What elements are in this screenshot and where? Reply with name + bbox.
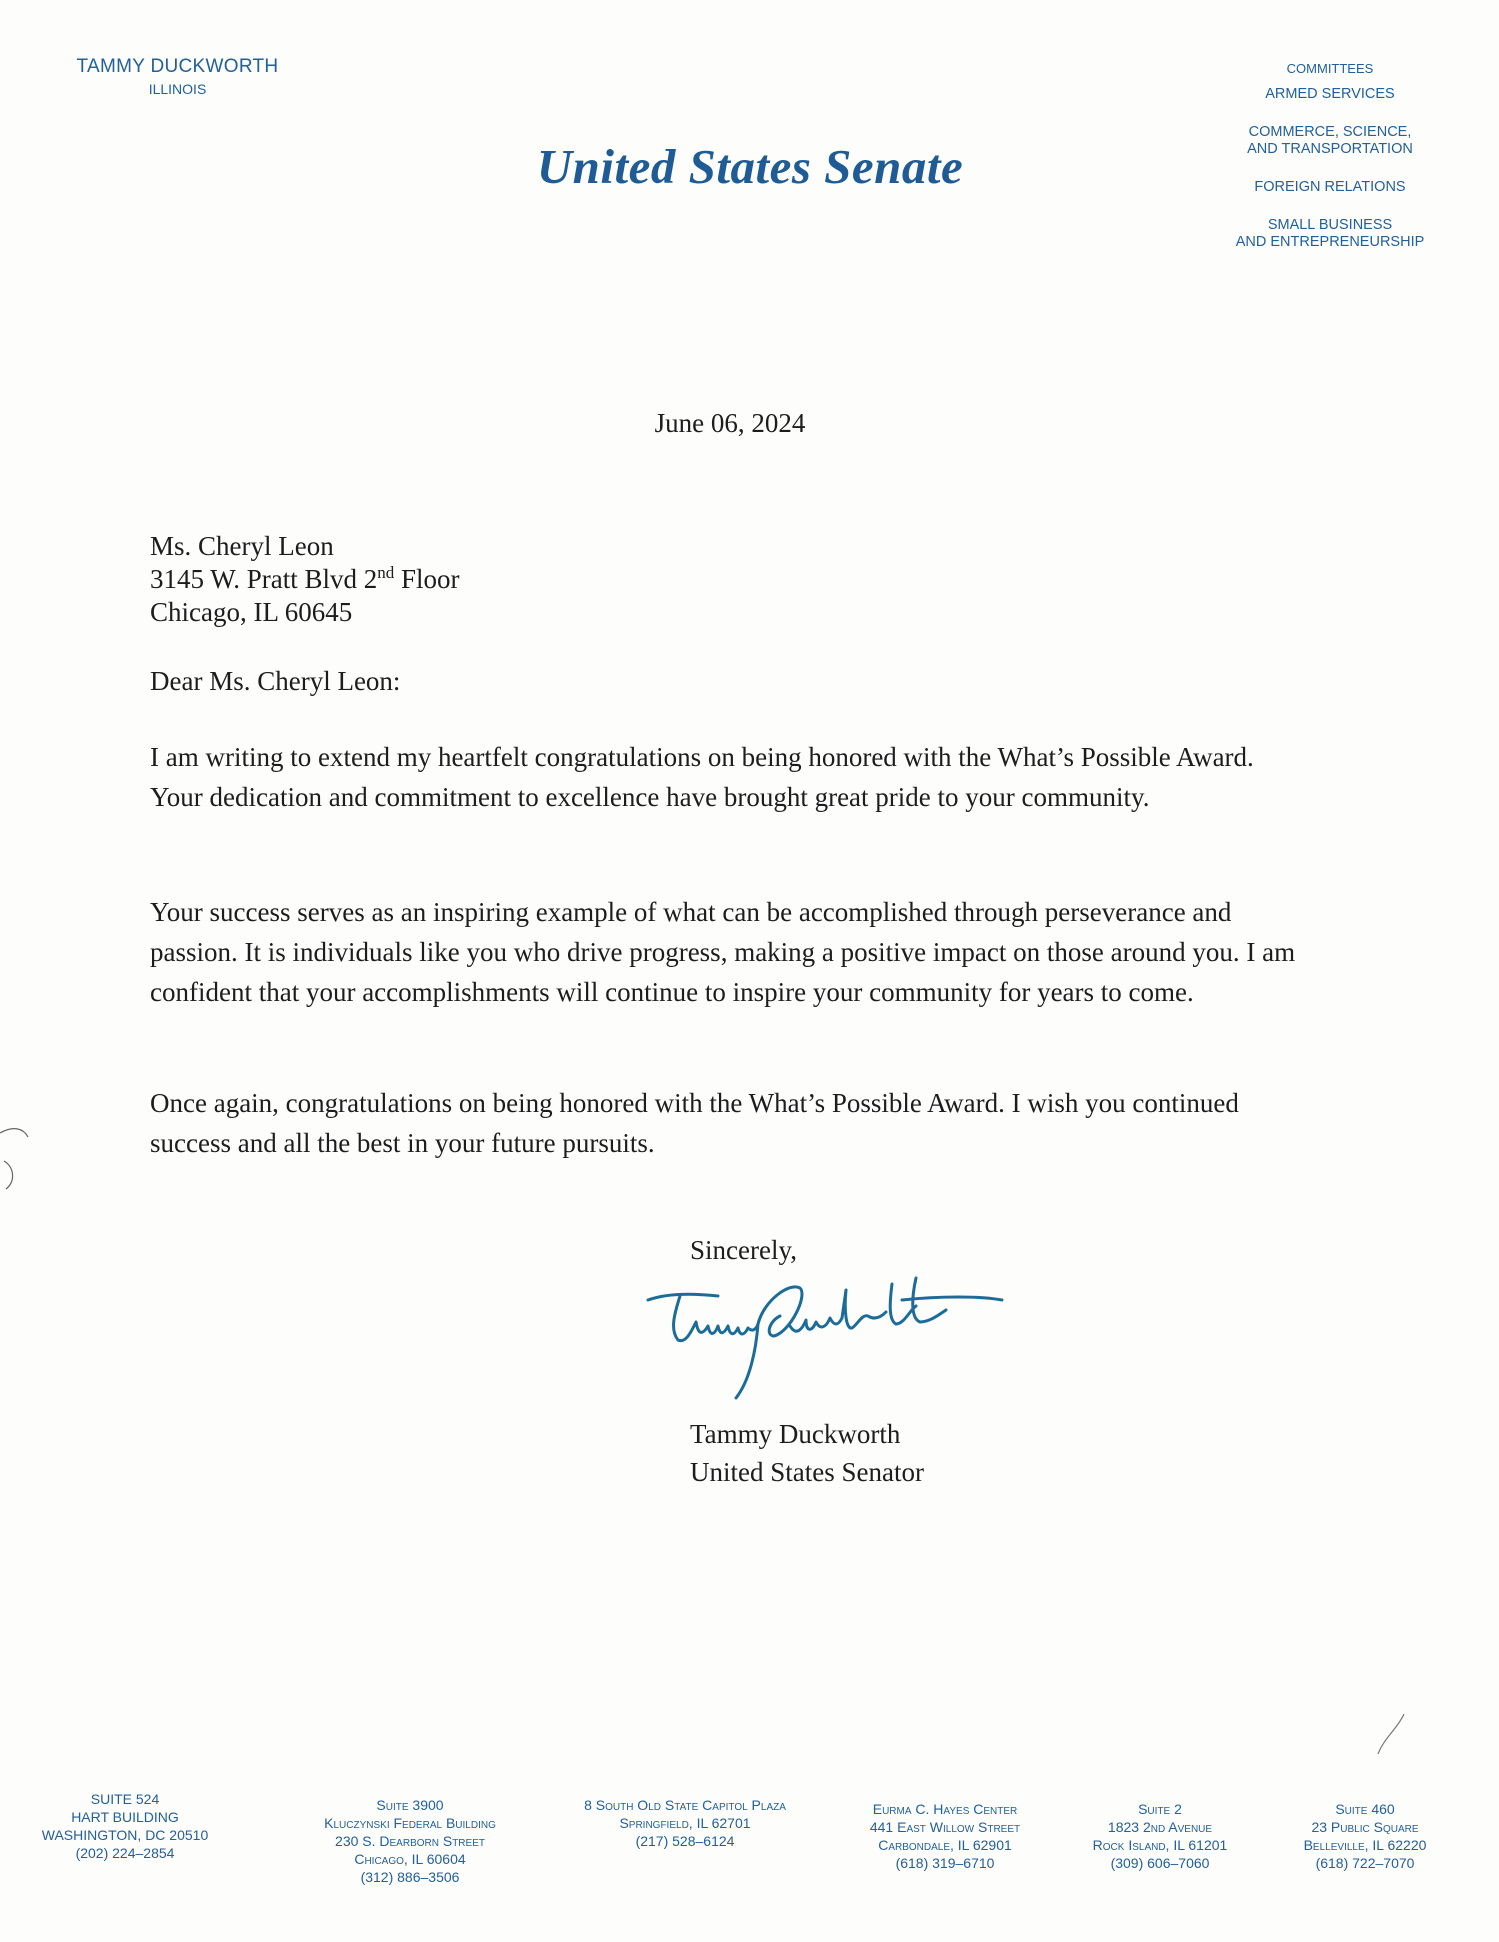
office-line: Belleville, IL 62220 [1303, 1837, 1427, 1853]
committee-line: ARMED SERVICES [1265, 86, 1395, 102]
letter-date: June 06, 2024 [654, 408, 806, 438]
office-line: Suite 3900 [376, 1797, 444, 1813]
office-line: 23 Public Square [1311, 1819, 1419, 1835]
office-line: 230 S. Dearborn Street [335, 1833, 485, 1849]
address-street-floor: Floor [394, 564, 460, 594]
office-line: Carbondale, IL 62901 [878, 1837, 1012, 1853]
office-line: Kluczynski Federal Building [324, 1815, 496, 1831]
office-line: HART BUILDING [71, 1809, 179, 1825]
committee-item [1200, 86, 1460, 103]
committee-line: SMALL BUSINESS [1267, 217, 1393, 233]
committee-item [1200, 124, 1460, 158]
office-line: Suite 2 [1138, 1801, 1182, 1817]
committee-line: COMMERCE, SCIENCE, [1248, 124, 1412, 140]
committee-line: FOREIGN RELATIONS [1254, 179, 1406, 195]
office-line: (618) 319–6710 [895, 1855, 995, 1871]
sender-name: TAMMY DUCKWORTH [76, 56, 279, 77]
committee-line: AND ENTREPRENEURSHIP [1235, 234, 1425, 250]
office-line: WASHINGTON, DC 20510 [41, 1827, 209, 1843]
sender-state: ILLINOIS [148, 81, 207, 97]
office-line: 1823 2nd Avenue [1107, 1819, 1213, 1835]
body-paragraph-2: Your success serves as an inspiring example of what can be accomplished through perseverance and passion. It is individuals like you who drive progress, making a positive impact on those around you. I am confident that your accomplishments will continue to inspire your community for years to come. [150, 897, 1296, 1007]
office-springfield [545, 1796, 825, 1850]
office-line: Eurma C. Hayes Center [872, 1801, 1018, 1817]
committee-line: AND TRANSPORTATION [1247, 141, 1413, 157]
office-chicago [295, 1796, 525, 1886]
committee-item [1200, 179, 1460, 196]
address-city: Chicago, IL 60645 [150, 597, 353, 627]
office-line: SUITE 524 [90, 1791, 160, 1807]
committees-header: COMMITTEES [1286, 61, 1374, 76]
office-line: (618) 722–7070 [1315, 1855, 1415, 1871]
closing: Sincerely, [690, 1235, 797, 1265]
salutation: Dear Ms. Cheryl Leon: [150, 666, 401, 696]
committees-block [1200, 60, 1460, 272]
office-rock-island [1065, 1800, 1255, 1872]
scan-mark-left [0, 1115, 40, 1195]
signer-title: United States Senator [690, 1457, 924, 1487]
address-street-ordinal: nd [377, 563, 395, 582]
office-line: Rock Island, IL 61201 [1092, 1837, 1228, 1853]
recipient-name: Ms. Cheryl Leon [150, 531, 334, 561]
office-line: (309) 606–7060 [1110, 1855, 1210, 1871]
recipient-address [150, 530, 460, 629]
office-carbondale [845, 1800, 1045, 1872]
signature-image [640, 1270, 1010, 1405]
signer-name: Tammy Duckworth [690, 1419, 901, 1449]
office-line: Suite 460 [1335, 1801, 1395, 1817]
office-line: Chicago, IL 60604 [354, 1851, 466, 1867]
office-line: (312) 886–3506 [360, 1869, 460, 1885]
office-line: 441 East Willow Street [869, 1819, 1021, 1835]
body-paragraph-1: I am writing to extend my heartfelt congratulations on being honored with the What’s Possible Award. Your dedication and commitment to excellence have brought great pride to your community. [150, 742, 1254, 812]
office-line: (217) 528–6124 [635, 1833, 735, 1849]
body-paragraph-3: Once again, congratulations on being honored with the What’s Possible Award. I wish you continued success and all the best in your future pursuits. [150, 1088, 1239, 1158]
address-street-main: 3145 W. Pratt Blvd 2 [150, 564, 378, 594]
office-line: Springfield, IL 62701 [619, 1815, 751, 1831]
office-line: 8 South Old State Capitol Plaza [584, 1797, 786, 1813]
office-washington [40, 1790, 210, 1862]
committee-item [1200, 217, 1460, 251]
office-belleville [1275, 1800, 1455, 1872]
scan-mark-right [1370, 1710, 1410, 1760]
office-line: (202) 224–2854 [75, 1845, 175, 1861]
sender-block [70, 56, 285, 97]
letterhead-title: United States Senate [536, 139, 964, 194]
signer-block [690, 1415, 924, 1491]
address-street [150, 563, 460, 596]
office-footer [40, 1790, 1460, 1890]
